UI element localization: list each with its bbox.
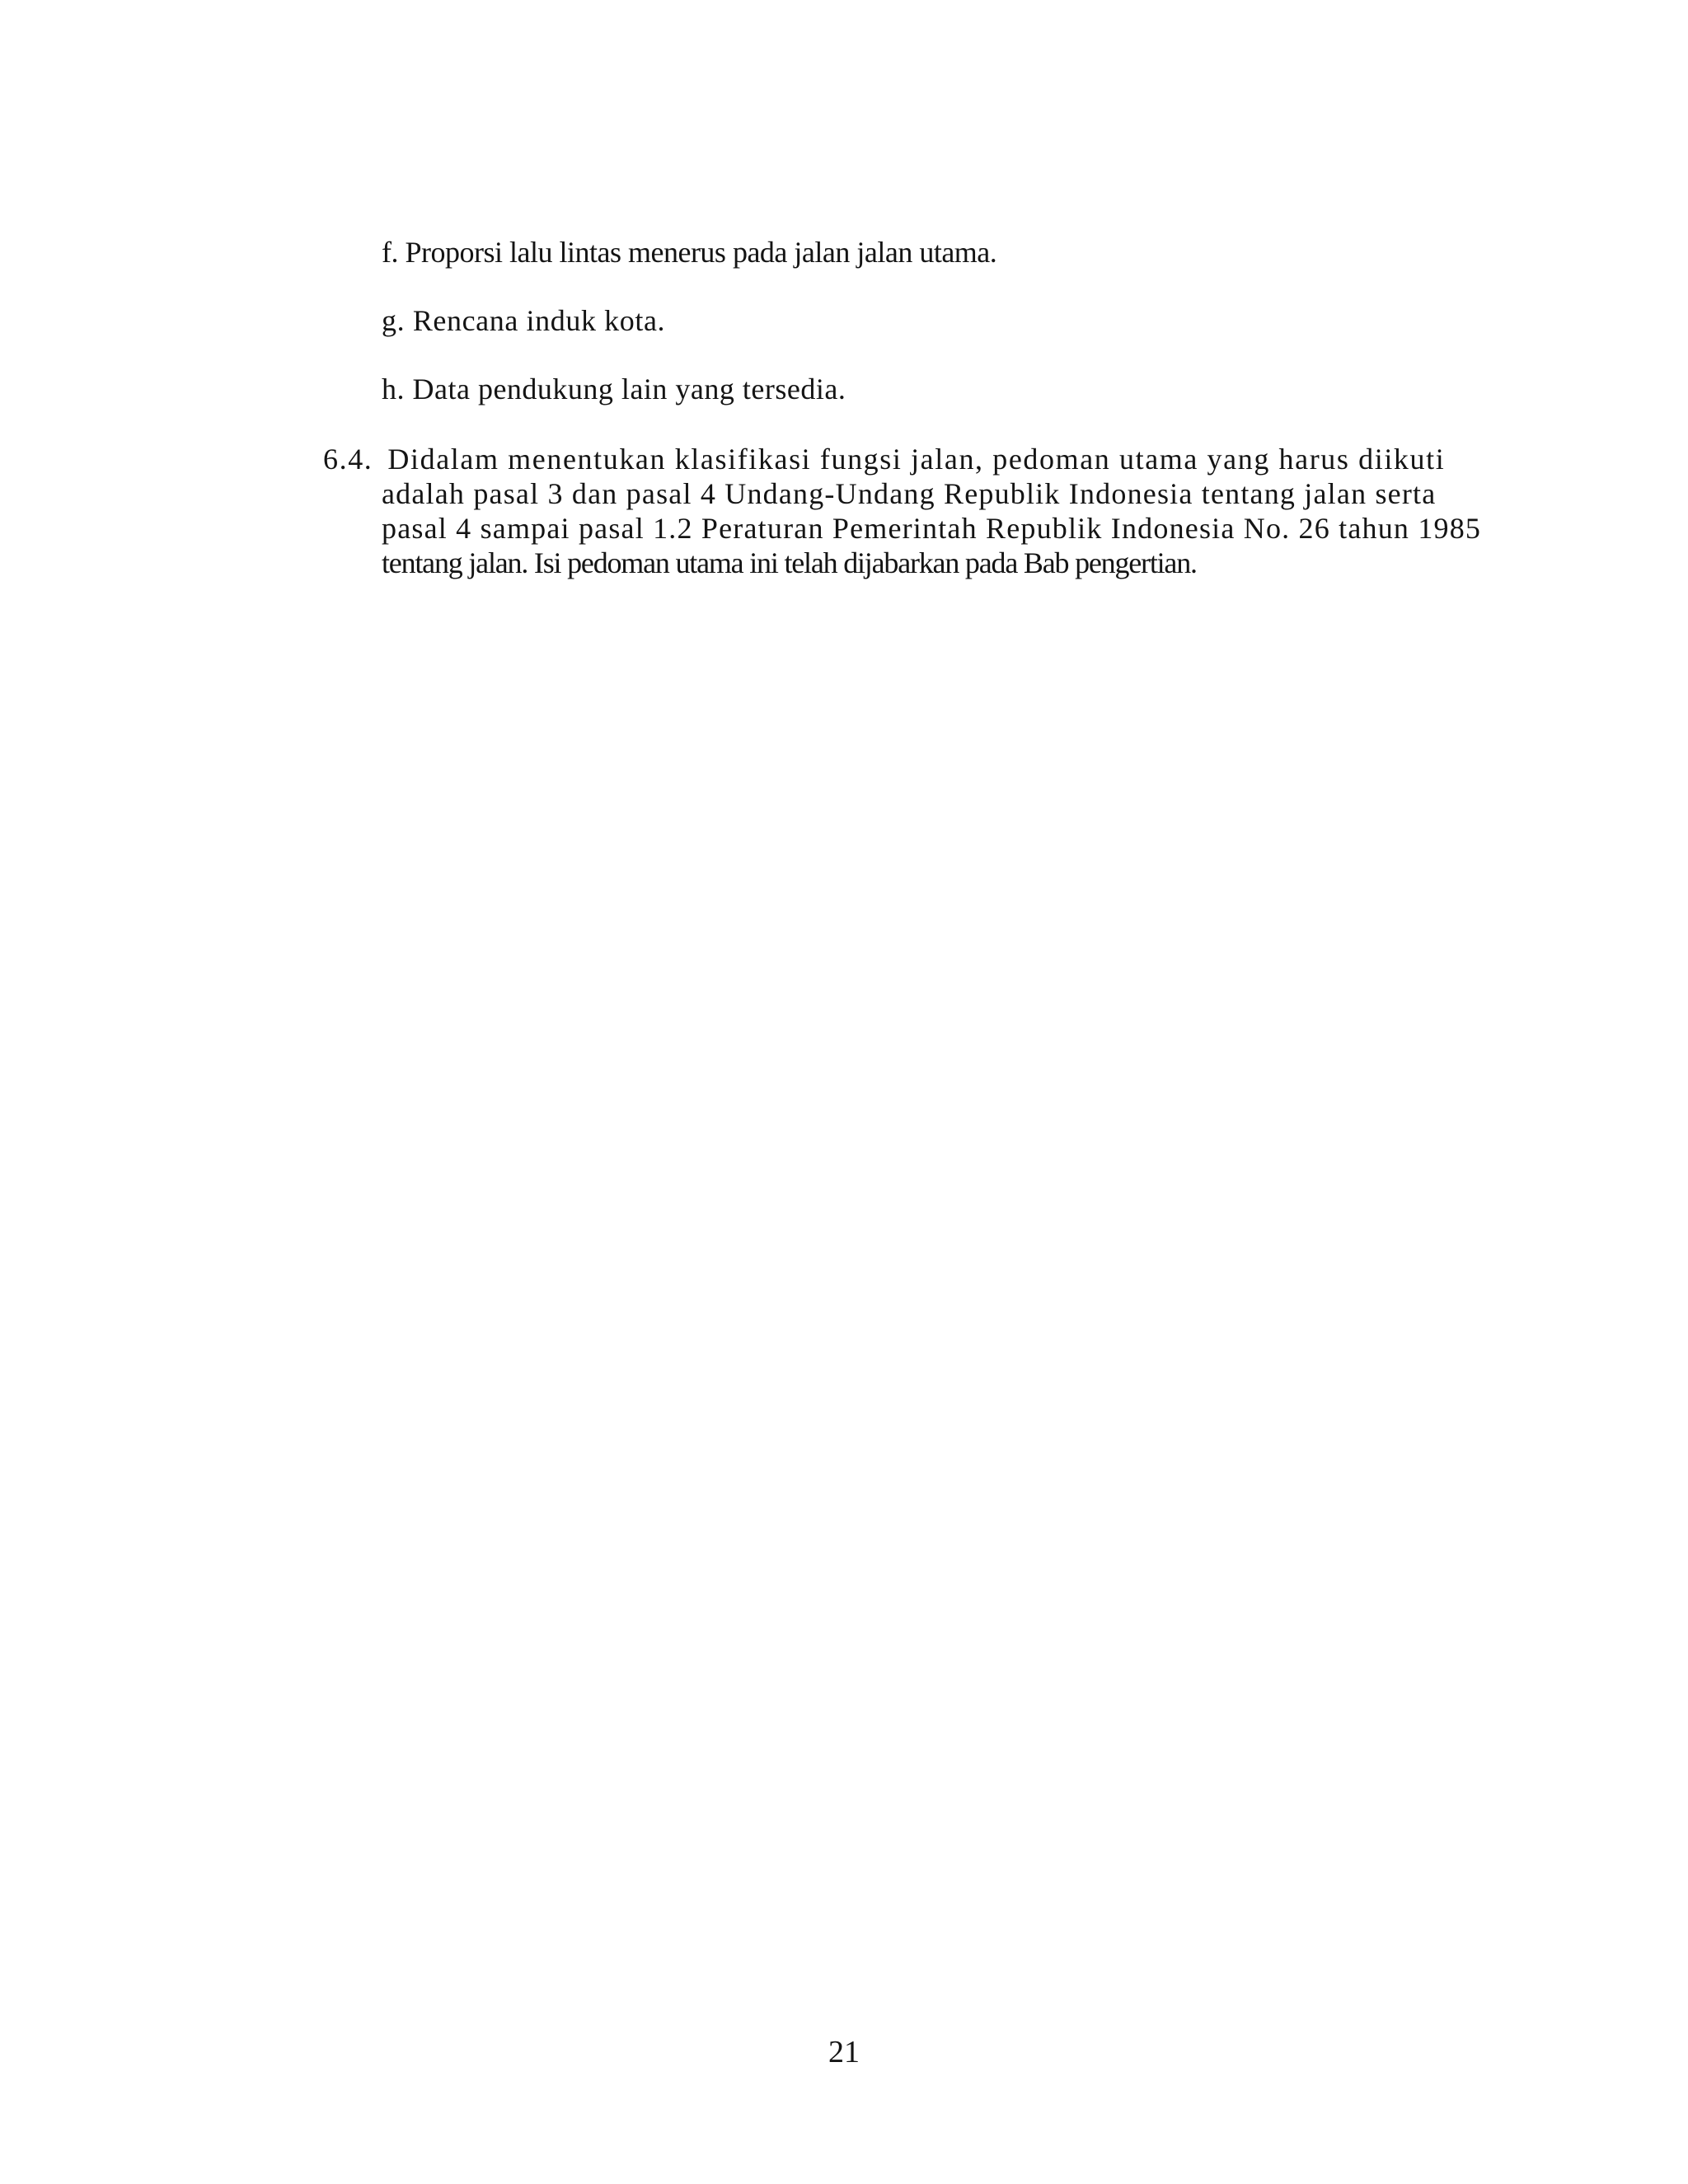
list-item-f	[382, 235, 1420, 269]
list-item-text: Rencana induk kota.	[412, 304, 666, 337]
section-line: adalah pasal 3 dan pasal 4 Undang-Undang Republik Indonesia tentang jalan serta	[382, 477, 1437, 510]
section-6-4	[323, 442, 1482, 580]
section-text: Didalam menentukan klasifikasi fungsi jalan, pedoman utama yang harus diikuti	[387, 443, 1446, 476]
page-number: 21	[828, 2035, 860, 2069]
list-marker: f.	[382, 236, 398, 269]
list-marker: g.	[382, 304, 406, 337]
section-line: pasal 4 sampai pasal 1.2 Peraturan Pemerintah Republik Indonesia No. 26 tahun 1985	[382, 512, 1482, 545]
section-number: 6.4.	[323, 443, 373, 476]
list-item-h	[382, 372, 1420, 406]
section-line: tentang jalan. Isi pedoman utama ini telah dijabarkan pada Bab pengertian.	[382, 546, 1197, 579]
list-item-text: Proporsi lalu lintas menerus pada jalan jalan utama.	[405, 236, 997, 269]
list-item-g	[382, 303, 1420, 338]
section-line	[323, 442, 1446, 476]
list-item-text: Data pendukung lain yang tersedia.	[412, 373, 846, 405]
list-marker: h.	[382, 373, 405, 405]
